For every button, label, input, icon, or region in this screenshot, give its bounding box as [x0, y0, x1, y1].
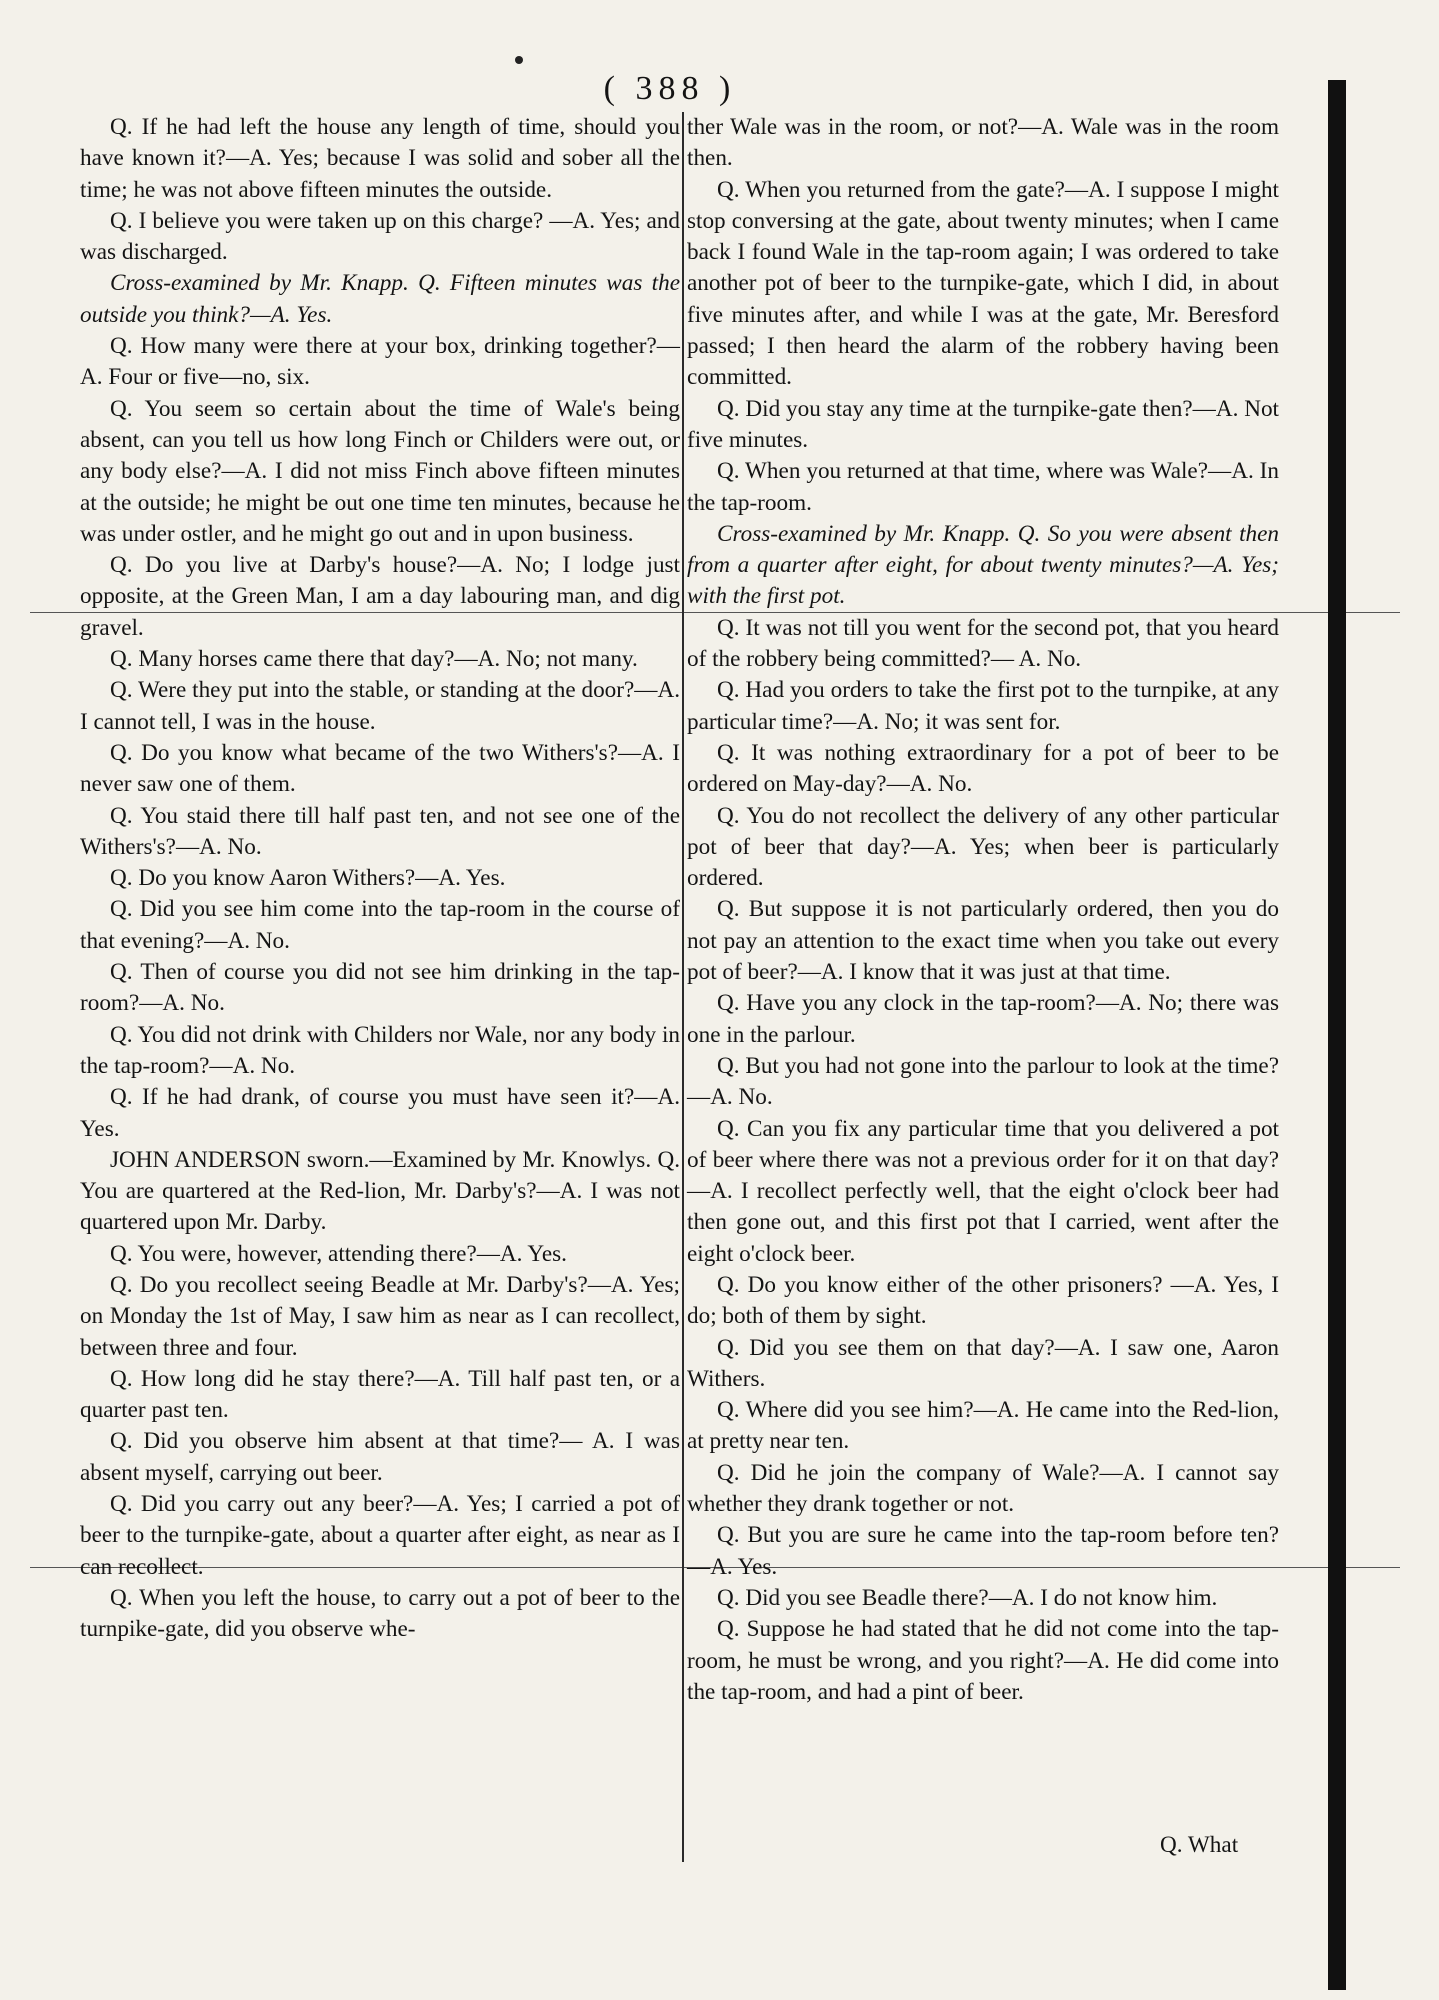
paragraph: Q. But you had not gone into the parlour to look at the time?—A. No. — [687, 1052, 1279, 1111]
paragraph: Q. Suppose he had stated that he did not come into the tap-room, he must be wrong, and you right?—A. He did come into the tap-room, and had a pint of beer. — [687, 1616, 1279, 1705]
paragraph: Q. Do you know either of the other prisoners? —A. Yes, I do; both of them by sight. — [687, 1271, 1279, 1330]
paragraph: Q. When you left the house, to carry out a pot of beer to the turnpike-gate, did you observe whe- — [80, 1584, 680, 1643]
paragraph: Q. Have you any clock in the tap-room?—A. No; there was one in the parlour. — [687, 990, 1279, 1048]
paragraph: Q. Many horses came there that day?—A. No; not many. — [110, 646, 638, 673]
catchword: Q. What — [1160, 1832, 1239, 1858]
paragraph: Q. You staid there till half past ten, and not see one of the Withers's?—A. No. — [80, 802, 680, 860]
right-column — [687, 112, 1279, 1708]
paragraph: Q. It was not till you went for the second pot, that you heard of the robbery being committed?— A. No. — [687, 614, 1279, 673]
paragraph: Q. Do you know what became of the two Withers's?—A. I never saw one of them. — [80, 739, 680, 798]
paragraph: Q. But suppose it is not particularly ordered, then you do not pay an attention to the exact time when you take out every pot of beer?—A. I know that it was just at that time. — [687, 896, 1279, 986]
paragraph: Q. How many were there at your box, drinking together?—A. Four or five—no, six. — [80, 333, 680, 391]
paragraph: Q. If he had drank, of course you must have seen it?—A. Yes. — [80, 1084, 680, 1142]
paragraph: ther Wale was in the room, or not?—A. Wale was in the room then. — [687, 114, 1279, 172]
paragraph: Q. Then of course you did not see him drinking in the tap-room?—A. No. — [80, 959, 680, 1017]
column-rule — [682, 112, 684, 1862]
paragraph: Q. Can you fix any particular time that you delivered a pot of beer where there was not a previous order for it on that day?—A. I recollect perfectly well, that the eight o'clock beer had then gone out, and this first pot that I carried, went after the eight o'clock beer. — [687, 1115, 1279, 1267]
paragraph: Q. Do you know Aaron Withers?—A. Yes. — [110, 865, 506, 892]
paragraph: Q. Had you orders to take the first pot to the turnpike, at any particular time?—A. No; it was sent for. — [687, 677, 1279, 735]
paragraph: Q. When you returned from the gate?—A. I suppose I might stop conversing at the gate, about twenty minutes; when I came back I found Wale in the tap-room again; I was ordered to take another pot of beer to the turnpike-gate, which I did, in about five minutes after, and while I was at the gate, Mr. Beresford passed; I then heard the alarm of the robbery having been committed. — [687, 176, 1279, 391]
paragraph: Q. Do you recollect seeing Beadle at Mr. Darby's?—A. Yes; on Monday the 1st of May, I saw him as near as I can recollect, between three and four. — [80, 1271, 680, 1361]
paragraph: Q. You seem so certain about the time of Wale's being absent, can you tell us how long Finch or Childers were out, or any body else?—A. I did not miss Finch above fifteen minutes at the outside; he might be out one time ten minutes, because he was under ostler, and he might go out and in upon business. — [80, 395, 680, 547]
paragraph: Q. Did you carry out any beer?—A. Yes; I carried a pot of beer to the turnpike-gate, about a quarter after eight, as near as I can recollect. — [80, 1491, 680, 1580]
ink-speck — [515, 56, 523, 64]
paragraph: Q. Where did you see him?—A. He came into the Red-lion, at pretty near ten. — [687, 1397, 1279, 1455]
paragraph: Q. Did you see Beadle there?—A. I do not know him. — [717, 1584, 1218, 1611]
paragraph: Q. Were they put into the stable, or standing at the door?—A. I cannot tell, I was in the house. — [80, 677, 680, 735]
paragraph: Q. I believe you were taken up on this charge? —A. Yes; and was discharged. — [80, 207, 680, 266]
page-number: ( 388 ) — [603, 70, 737, 107]
binding-edge-bar — [1328, 80, 1346, 1990]
paragraph: JOHN ANDERSON sworn.—Examined by Mr. Knowlys. Q. You are quartered at the Red-lion, Mr. Darby's?—A. I was not quartered upon Mr. Darby. — [80, 1146, 680, 1236]
paragraph: Q. You were, however, attending there?—A. Yes. — [110, 1240, 567, 1267]
paragraph: Cross-examined by Mr. Knapp. Q. Fifteen minutes was the outside you think?—A. Yes. — [80, 270, 680, 328]
paragraph: Q. When you returned at that time, where was Wale?—A. In the tap-room. — [687, 458, 1279, 516]
paragraph: Q. Do you live at Darby's house?—A. No; I lodge just opposite, at the Green Man, I am a day labouring man, and dig gravel. — [80, 552, 680, 641]
paragraph: Q. It was nothing extraordinary for a pot of beer to be ordered on May-day?—A. No. — [687, 739, 1279, 798]
paragraph: Q. How long did he stay there?—A. Till half past ten, or a quarter past ten. — [80, 1365, 680, 1424]
paragraph: Q. Did you observe him absent at that time?— A. I was absent myself, carrying out beer. — [80, 1428, 680, 1486]
paragraph: Cross-examined by Mr. Knapp. Q. So you were absent then from a quarter after eight, for about twenty minutes?—A. Yes; with the first pot. — [687, 520, 1279, 610]
paragraph: Q. You did not drink with Childers nor Wale, nor any body in the tap-room?—A. No. — [80, 1021, 680, 1079]
paragraph: Q. If he had left the house any length of time, should you have known it?—A. Yes; because I was solid and sober all the time; he was not above fifteen minutes the outside. — [80, 114, 680, 203]
paragraph: Q. Did he join the company of Wale?—A. I cannot say whether they drank together or not. — [687, 1459, 1279, 1518]
paragraph: Q. Did you stay any time at the turnpike-gate then?—A. Not five minutes. — [687, 395, 1279, 453]
paragraph: Q. Did you see them on that day?—A. I saw one, Aaron Withers. — [687, 1334, 1279, 1392]
paragraph: Q. Did you see him come into the tap-room in the course of that evening?—A. No. — [80, 896, 680, 954]
left-column — [80, 112, 680, 1646]
paragraph: Q. You do not recollect the delivery of any other particular pot of beer that day?—A. Yes; when beer is particularly ordered. — [687, 802, 1279, 892]
paragraph: Q. But you are sure he came into the tap-room before ten?—A. Yes. — [687, 1522, 1279, 1580]
